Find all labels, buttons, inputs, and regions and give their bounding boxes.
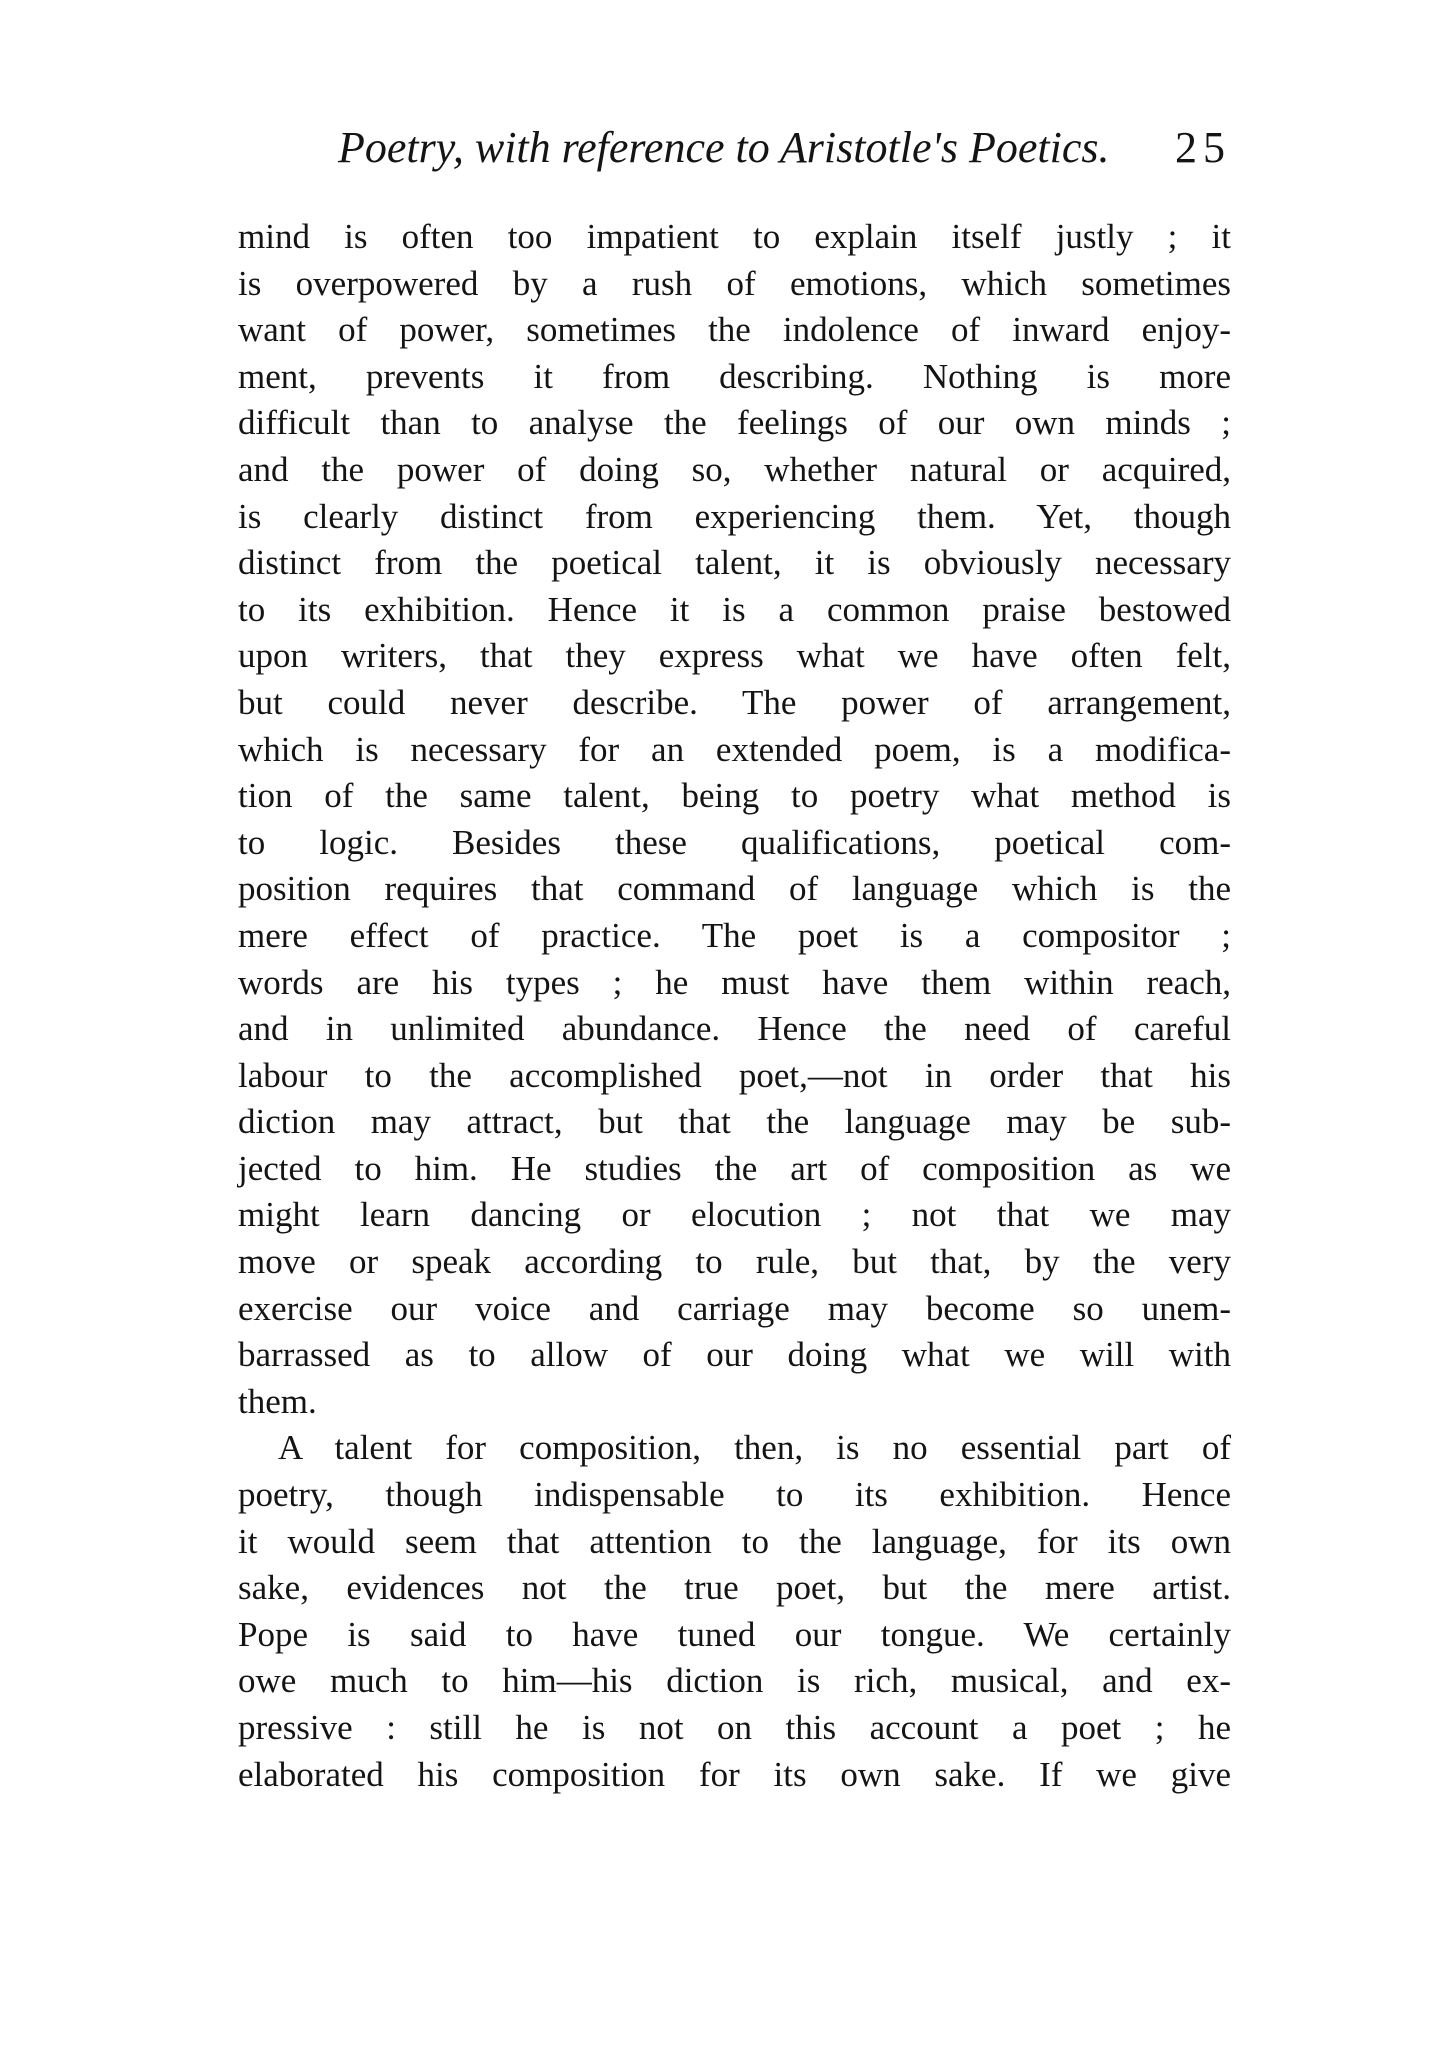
text-line: them. (238, 1381, 317, 1421)
text-line: upon writers, that they express what we have often felt, (238, 636, 1231, 676)
text-line: sake, evidences not the true poet, but the mere artist. (238, 1568, 1231, 1608)
text-line: it would seem that attention to the language, for its own (238, 1521, 1231, 1561)
text-line: Pope is said to have tuned our tongue. We certainly (238, 1614, 1231, 1654)
text-line: diction may attract, but that the language may be sub- (238, 1102, 1231, 1142)
text-line: and the power of doing so, whether natural or acquired, (238, 449, 1231, 489)
text-line: tion of the same talent, being to poetry what method is (238, 776, 1231, 816)
text-line: move or speak according to rule, but that, by the very (238, 1242, 1231, 1282)
text-line: owe much to him—his diction is rich, musical, and ex- (238, 1661, 1231, 1701)
text-line: to logic. Besides these qualifications, poetical com- (238, 822, 1231, 862)
text-line: jected to him. He studies the art of composition as we (238, 1148, 1231, 1188)
text-line: which is necessary for an extended poem, is a modifica- (238, 729, 1231, 769)
text-line: labour to the accomplished poet,—not in order that his (238, 1055, 1231, 1095)
text-line: poetry, though indispensable to its exhibition. Hence (238, 1475, 1231, 1515)
text-line: want of power, sometimes the indolence of inward enjoy- (238, 310, 1231, 350)
body-text (238, 214, 1231, 1798)
text-line: might learn dancing or elocution ; not that we may (238, 1195, 1231, 1235)
text-line: mere effect of practice. The poet is a compositor ; (238, 915, 1231, 955)
text-line: difficult than to analyse the feelings of our own minds ; (238, 403, 1231, 443)
text-line: ment, prevents it from describing. Nothing is more (238, 356, 1231, 396)
text-line: but could never describe. The power of arrangement, (238, 682, 1231, 722)
running-header (238, 118, 1231, 178)
text-line: is overpowered by a rush of emotions, which sometimes (238, 263, 1231, 303)
text-line: pressive : still he is not on this account a poet ; he (238, 1708, 1231, 1747)
text-line: mind is often too impatient to explain itself justly ; it (238, 217, 1231, 256)
paragraph (238, 214, 1231, 1425)
text-line: and in unlimited abundance. Hence the need of careful (238, 1009, 1231, 1049)
text-line: words are his types ; he must have them within reach, (238, 962, 1231, 1002)
text-line: exercise our voice and carriage may become so unem- (238, 1288, 1231, 1328)
text-line: A talent for composition, then, is no essential part of (278, 1428, 1231, 1468)
text-line: is clearly distinct from experiencing them. Yet, though (238, 496, 1231, 536)
running-title: Poetry, with reference to Aristotle's Poetics. (338, 123, 1110, 172)
text-line: distinct from the poetical talent, it is obviously necessary (238, 543, 1231, 583)
text-line: to its exhibition. Hence it is a common praise bestowed (238, 589, 1231, 629)
text-line: elaborated his composition for its own sake. If we give (238, 1754, 1231, 1794)
text-line: barrassed as to allow of our doing what we will with (238, 1335, 1231, 1375)
page-number: 25 (1175, 123, 1231, 172)
paragraph (238, 1425, 1231, 1798)
text-line: position requires that command of language which is the (238, 869, 1231, 909)
